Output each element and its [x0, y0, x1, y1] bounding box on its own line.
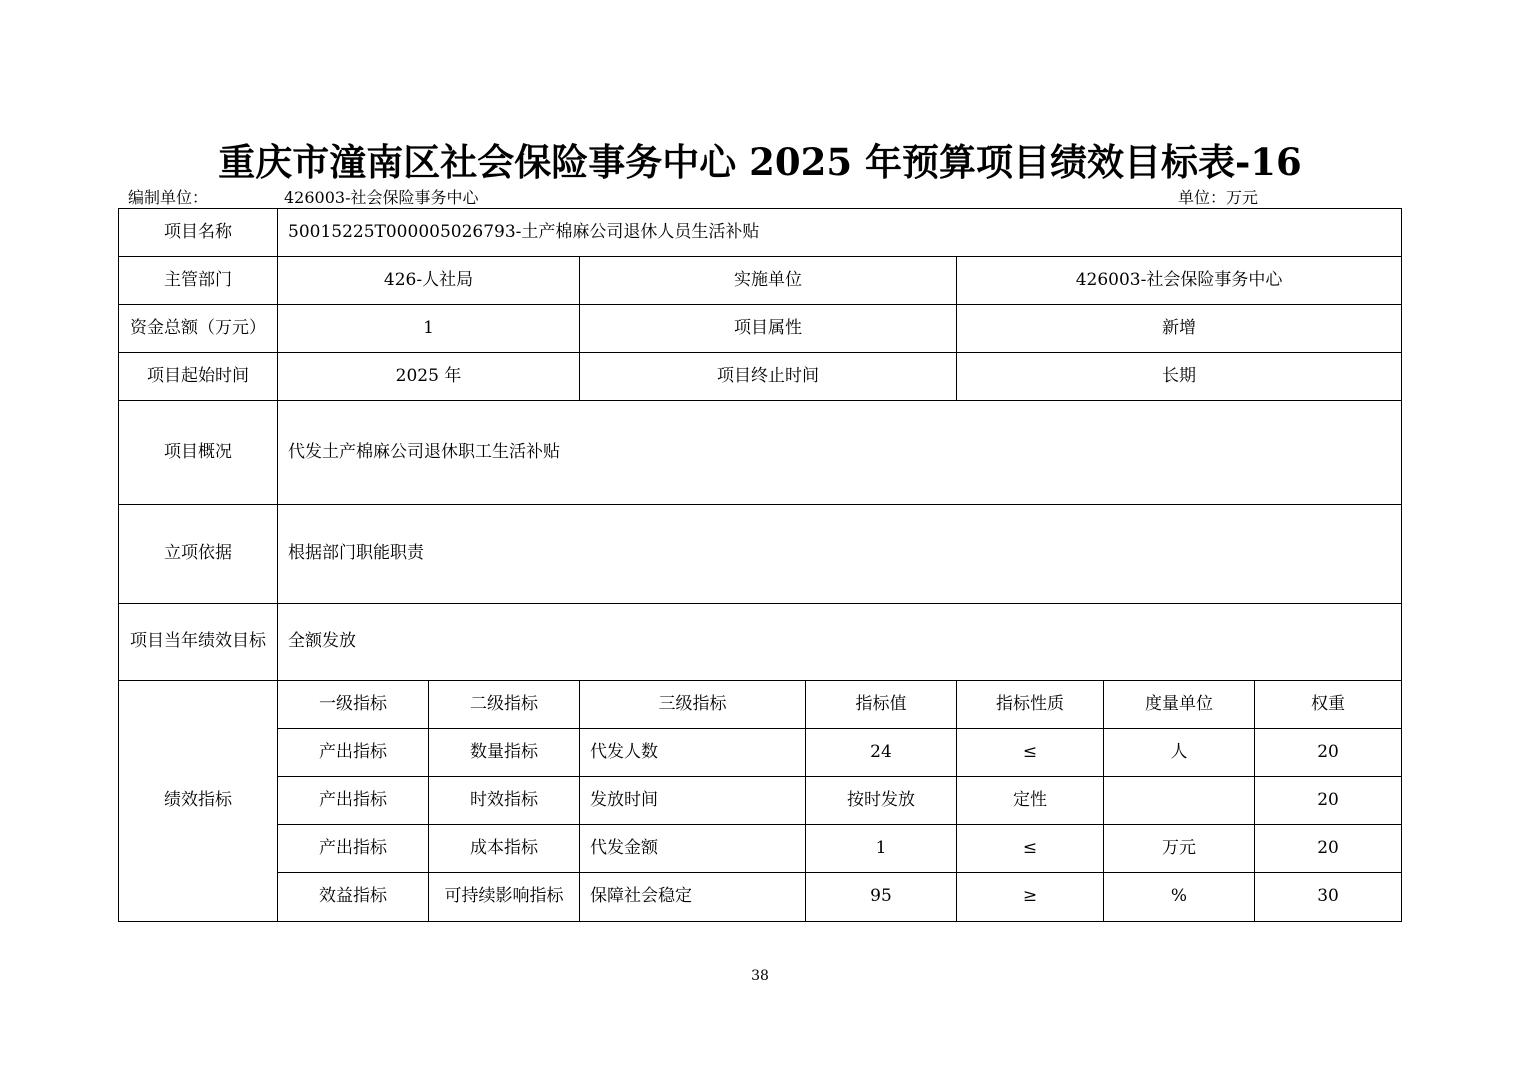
org-unit-value: 426003-社会保险事务中心	[284, 188, 479, 207]
indicators-section-label: 绩效指标	[119, 681, 278, 922]
row-amount	[119, 305, 1402, 353]
basis-value: 根据部门职能职责	[278, 505, 1402, 604]
header-level2: 二级指标	[429, 681, 580, 729]
project-name-label: 项目名称	[119, 209, 278, 257]
row-level1: 产出指标	[278, 777, 429, 825]
row-nature: ≤	[957, 825, 1104, 873]
overview-value: 代发土产棉麻公司退休职工生活补贴	[278, 401, 1402, 505]
row-goal	[119, 604, 1402, 681]
row-department	[119, 257, 1402, 305]
row-value: 按时发放	[806, 777, 957, 825]
row-project-name	[119, 209, 1402, 257]
project-name-value: 50015225T000005026793-土产棉麻公司退休人员生活补贴	[278, 209, 1402, 257]
currency-unit: 单位：万元	[1178, 188, 1259, 207]
basis-label: 立项依据	[119, 505, 278, 604]
table-row	[119, 873, 1402, 922]
org-unit-label: 编制单位：	[128, 188, 209, 207]
performance-table	[118, 208, 1402, 922]
table-row	[119, 729, 1402, 777]
row-basis	[119, 505, 1402, 604]
table-row	[119, 825, 1402, 873]
row-weight: 30	[1255, 873, 1402, 922]
header-level3: 三级指标	[580, 681, 806, 729]
row-nature: ≤	[957, 729, 1104, 777]
header-level1: 一级指标	[278, 681, 429, 729]
row-level3: 保障社会稳定	[580, 873, 806, 922]
row-level2: 时效指标	[429, 777, 580, 825]
table-row	[119, 777, 1402, 825]
start-value: 2025 年	[278, 353, 580, 401]
end-label: 项目终止时间	[580, 353, 957, 401]
row-unit: %	[1104, 873, 1255, 922]
row-overview	[119, 401, 1402, 505]
header-nature: 指标性质	[957, 681, 1104, 729]
attr-value: 新增	[957, 305, 1402, 353]
row-value: 95	[806, 873, 957, 922]
row-weight: 20	[1255, 825, 1402, 873]
amount-label: 资金总额（万元）	[119, 305, 278, 353]
row-value: 1	[806, 825, 957, 873]
page-number: 38	[751, 968, 769, 984]
row-unit: 万元	[1104, 825, 1255, 873]
row-level2: 可持续影响指标	[429, 873, 580, 922]
row-level1: 产出指标	[278, 729, 429, 777]
row-level1: 产出指标	[278, 825, 429, 873]
page-title: 重庆市潼南区社会保险事务中心 2025 年预算项目绩效目标表-16	[218, 140, 1302, 184]
attr-label: 项目属性	[580, 305, 957, 353]
impl-value: 426003-社会保险事务中心	[957, 257, 1402, 305]
row-level3: 代发人数	[580, 729, 806, 777]
indicator-header-row	[119, 681, 1402, 729]
start-label: 项目起始时间	[119, 353, 278, 401]
row-level1: 效益指标	[278, 873, 429, 922]
dept-value: 426-人社局	[278, 257, 580, 305]
row-level3: 代发金额	[580, 825, 806, 873]
row-unit	[1104, 777, 1255, 825]
overview-label: 项目概况	[119, 401, 278, 505]
header-unit: 度量单位	[1104, 681, 1255, 729]
row-value: 24	[806, 729, 957, 777]
row-weight: 20	[1255, 729, 1402, 777]
amount-value: 1	[278, 305, 580, 353]
header-value: 指标值	[806, 681, 957, 729]
row-nature: 定性	[957, 777, 1104, 825]
row-level2: 数量指标	[429, 729, 580, 777]
dept-label: 主管部门	[119, 257, 278, 305]
header-weight: 权重	[1255, 681, 1402, 729]
goal-label: 项目当年绩效目标	[119, 604, 278, 681]
row-period	[119, 353, 1402, 401]
row-level3: 发放时间	[580, 777, 806, 825]
row-unit: 人	[1104, 729, 1255, 777]
row-nature: ≥	[957, 873, 1104, 922]
end-value: 长期	[957, 353, 1402, 401]
impl-label: 实施单位	[580, 257, 957, 305]
row-level2: 成本指标	[429, 825, 580, 873]
goal-value: 全额发放	[278, 604, 1402, 681]
row-weight: 20	[1255, 777, 1402, 825]
